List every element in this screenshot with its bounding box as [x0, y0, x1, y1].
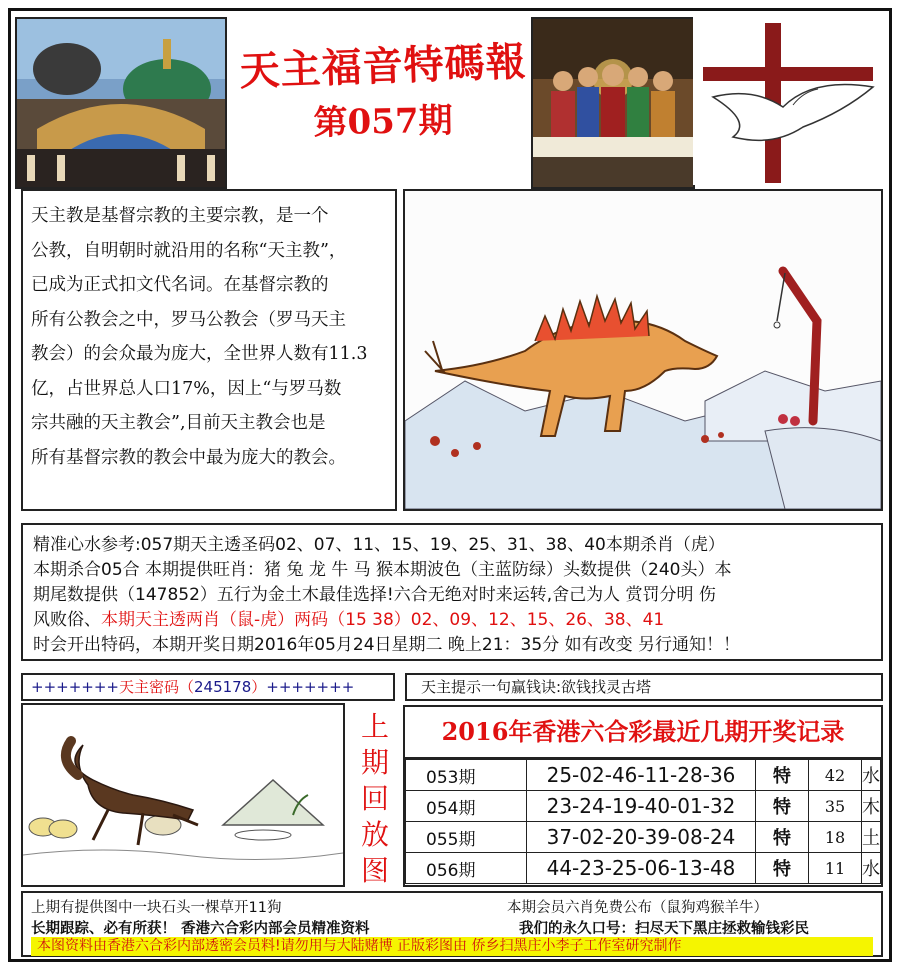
element-cell: 土	[862, 822, 881, 853]
intro-line: 教会）的会众最为庞大，全世界人数有11.3	[31, 344, 368, 364]
secret-code-bar	[21, 673, 395, 701]
footer-right-1: 本期会员六肖免费公布（鼠狗鸡猴羊牛）	[507, 900, 768, 916]
special-number-cell: 42	[809, 760, 862, 791]
review-char: 放	[360, 818, 389, 851]
element-cell: 水	[862, 760, 881, 791]
secret-close: ）	[251, 678, 267, 696]
footer-left-1: 上期有提供图中一块石头一棵草开11狗	[31, 900, 282, 916]
footer-banner: 本图资料由香港六合彩内部透密会员料!请勿用与大陆赌博 正版彩图由 侨乡扫黑庄小李子工作室研究制作	[31, 937, 873, 956]
numbers-cell: 23-24-19-40-01-32	[527, 791, 756, 822]
intro-line: 所有基督宗教的教会中最为庞大的教会。	[31, 447, 346, 468]
table-row	[406, 791, 881, 822]
footer-right-2: 我们的永久口号：扫尽天下黑庄拯救输钱彩民	[519, 921, 809, 937]
element-cell: 水	[862, 853, 881, 884]
cathedral-image	[15, 17, 227, 189]
numbers-cell: 44-23-25-06-13-48	[527, 853, 756, 884]
review-char: 图	[360, 854, 389, 887]
cross-dove-image	[693, 17, 883, 185]
prediction-line-4-plain: 风败俗、	[33, 610, 101, 630]
special-label-cell: 特	[756, 791, 809, 822]
prediction-line-3: 期尾数提供（147852）五行为金土木最佳选择!六合无绝对时来运转,舍己为人 赏罚分明 伤	[33, 585, 716, 605]
masthead	[233, 21, 533, 187]
last-issue-review-label	[349, 703, 401, 887]
intro-line: 所有公教会之中，罗马公教会（罗马天主	[31, 309, 346, 330]
review-char: 期	[360, 746, 389, 779]
element-cell: 木	[862, 791, 881, 822]
prediction-text	[21, 523, 883, 661]
secret-code: 245178	[194, 678, 252, 696]
prediction-line-4	[33, 608, 871, 633]
prediction-line-5: 时会开出特码，本期开奖日期2016年05月24日星期二 晚上21：35分 如有改变 另行通知！！	[33, 635, 741, 655]
intro-line: 已成为正式扣文代名词。在基督宗教的	[31, 275, 329, 295]
intro-line: 公教，自明朝时就沿用的名称“天主教”，	[31, 240, 347, 261]
squirrel-cartoon	[21, 703, 345, 887]
lottery-results	[403, 705, 883, 887]
special-label-cell: 特	[756, 760, 809, 791]
intro-line: 天主教是基督宗教的主要宗教，是一个	[31, 206, 329, 226]
special-number-cell: 11	[809, 853, 862, 884]
footer-left-2: 长期跟踪、必有所获！ 香港六合彩内部会员精准资料	[31, 921, 370, 937]
intro-line: 宗共融的天主教会”,目前天主教会也是	[31, 413, 326, 433]
intro-line: 亿，占世界总人口17%，因上“与罗马数	[31, 378, 342, 399]
special-number-cell: 35	[809, 791, 862, 822]
special-number-cell: 18	[809, 822, 862, 853]
prediction-line-4-red: 本期天主透两肖（鼠-虎）两码（15 38）02、09、12、15、26、38、41	[101, 610, 665, 630]
table-row	[406, 853, 881, 884]
last-supper-image	[531, 17, 695, 189]
results-table	[405, 759, 881, 884]
issue-number: 第057期	[313, 100, 453, 144]
numbers-cell: 37-02-20-39-08-24	[527, 822, 756, 853]
issue-cell: 053期	[406, 760, 527, 791]
dinosaur-cartoon	[403, 189, 883, 511]
issue-cell: 055期	[406, 822, 527, 853]
issue-cell: 054期	[406, 791, 527, 822]
secret-label: 天主密码（	[118, 678, 194, 696]
table-row	[406, 760, 881, 791]
issue-cell: 056期	[406, 853, 527, 884]
footer-info	[21, 891, 883, 957]
hint-bar: 天主提示一句赢钱诀:欲钱找灵古塔	[405, 673, 883, 701]
results-title: 2016年香港六合彩最近几期开奖记录	[405, 707, 881, 759]
numbers-cell: 25-02-46-11-28-36	[527, 760, 756, 791]
review-char: 上	[360, 710, 389, 743]
special-label-cell: 特	[756, 822, 809, 853]
review-char: 回	[360, 782, 389, 815]
table-row	[406, 822, 881, 853]
prediction-line-1: 精准心水参考:057期天主透圣码02、07、11、15、19、25、31、38、40本期杀肖（虎）	[33, 535, 725, 555]
newspaper-page	[8, 8, 892, 962]
secret-suffix: +++++++	[266, 678, 355, 696]
secret-prefix: +++++++	[31, 678, 119, 696]
special-label-cell: 特	[756, 853, 809, 884]
intro-text	[21, 189, 397, 511]
newspaper-title: 天主福音特碼報	[238, 38, 528, 95]
prediction-line-2: 本期杀合05合 本期提供旺肖：猪 兔 龙 牛 马 猴本期波色（主蓝防绿）头数提供（240头）本	[33, 560, 732, 580]
